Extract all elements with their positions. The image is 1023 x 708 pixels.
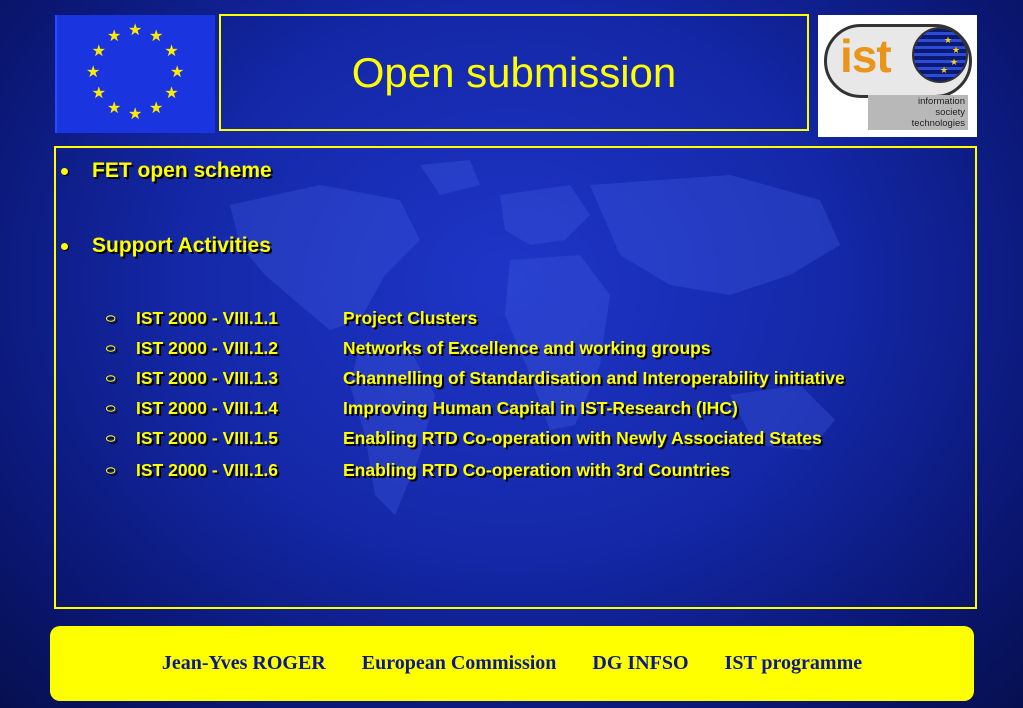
sub-bullet-icon: ⬭ [106, 371, 116, 385]
sub-item-description: Improving Human Capital in IST-Research (IHC) [343, 398, 738, 418]
sub-item-code: IST 2000 - VIII.1.2 [136, 338, 279, 358]
footer-bar [50, 626, 974, 701]
footer-programme: IST programme [724, 652, 863, 674]
ist-wordmark: ist [840, 30, 891, 82]
eu-star-icon: ★ [91, 41, 106, 60]
eu-star-icon: ★ [164, 83, 179, 102]
eu-star-icon: ★ [149, 98, 164, 118]
sub-bullet-icon: ⬭ [106, 341, 116, 355]
sub-item [106, 428, 822, 449]
content-frame [54, 146, 977, 609]
sub-item [106, 368, 845, 389]
sub-bullet-icon: ⬭ [106, 431, 116, 445]
sub-item-description: Channelling of Standardisation and Interoperability initiative [343, 368, 845, 388]
sub-item [106, 338, 711, 359]
eu-star-icon: ★ [164, 41, 179, 60]
globe-icon: ★ ★ ★ ★ [912, 27, 968, 83]
sub-item-description: Networks of Excellence and working groups [343, 338, 711, 358]
bullet-dot-icon [61, 168, 68, 175]
eu-star-icon: ★ [170, 62, 185, 81]
sub-item-description: Project Clusters [343, 308, 478, 328]
sub-item-code: IST 2000 - VIII.1.3 [136, 368, 279, 388]
sub-item-description: Enabling RTD Co-operation with Newly Associated States [343, 428, 822, 448]
eu-star-icon: ★ [107, 98, 122, 118]
sub-item [106, 460, 730, 481]
title-frame [219, 14, 809, 131]
sub-bullet-icon: ⬭ [106, 463, 116, 477]
sub-item [106, 308, 477, 329]
eu-star-icon: ★ [128, 20, 143, 39]
eu-star-icon: ★ [86, 62, 101, 81]
bullet-dot-icon [61, 243, 68, 250]
eu-star-icon: ★ [149, 25, 164, 45]
eu-flag-logo [55, 15, 215, 133]
footer-organization: European Commission [361, 652, 557, 674]
ist-tagline-line: society [935, 107, 965, 118]
ist-tagline-line: technologies [911, 118, 965, 129]
sub-item-code: IST 2000 - VIII.1.5 [136, 428, 279, 448]
bullet-label: Support Activities [92, 234, 271, 257]
ist-logo [818, 15, 977, 137]
sub-item-code: IST 2000 - VIII.1.4 [136, 398, 279, 418]
bullet-label: FET open scheme [92, 159, 272, 182]
sub-item-description: Enabling RTD Co-operation with 3rd Countries [343, 460, 730, 480]
sub-bullet-icon: ⬭ [106, 401, 116, 415]
eu-star-icon: ★ [107, 25, 122, 45]
ist-tagline [868, 95, 968, 130]
footer-author: Jean-Yves ROGER [161, 652, 326, 674]
footer-directorate: DG INFSO [592, 652, 689, 674]
eu-star-icon: ★ [128, 104, 143, 123]
bullet-item [56, 234, 271, 258]
sub-bullet-icon: ⬭ [106, 311, 116, 325]
ist-tagline-line: information [918, 96, 965, 107]
bullet-item [56, 159, 272, 183]
sub-item-code: IST 2000 - VIII.1.6 [136, 460, 279, 480]
sub-item-code: IST 2000 - VIII.1.1 [136, 308, 279, 328]
sub-item [106, 398, 738, 419]
eu-star-icon: ★ [91, 83, 106, 102]
page-title: Open submission [351, 48, 677, 96]
